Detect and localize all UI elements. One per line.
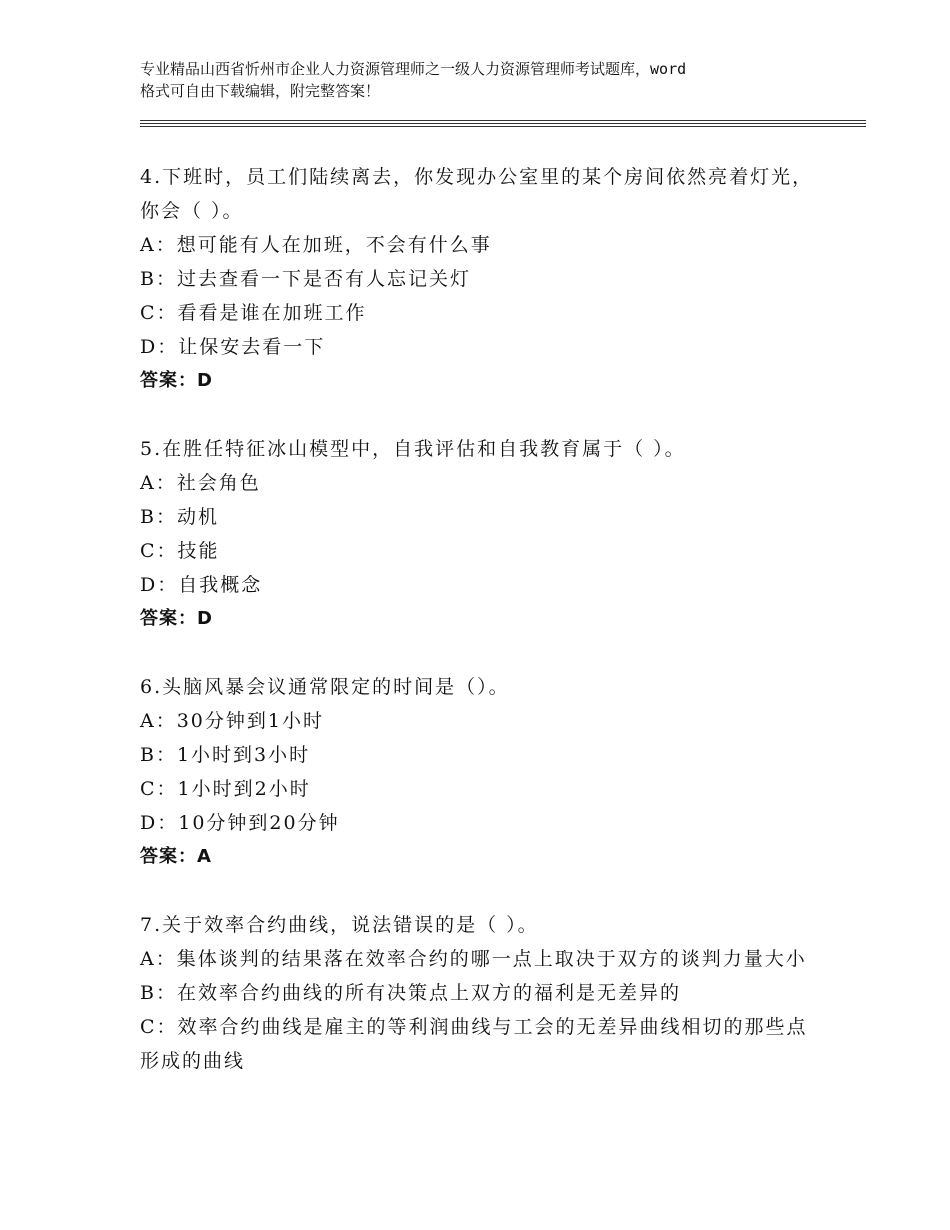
question-stem: 7.关于效率合约曲线，说法错误的是（ ）。 <box>140 914 539 936</box>
option-d: D：自我概念 <box>140 574 263 596</box>
answer-label: 答案：D <box>140 370 213 391</box>
header-divider-middle <box>140 123 866 124</box>
question-4 <box>140 160 820 398</box>
option-c: C：效率合约曲线是雇主的等利润曲线与工会的无差异曲线相切的那些点形成的曲线 <box>140 1016 808 1072</box>
option-c: C：1小时到2小时 <box>140 778 311 800</box>
document-header <box>140 58 840 102</box>
option-b: B：动机 <box>140 506 219 528</box>
header-divider-bottom <box>140 126 866 127</box>
answer-label: 答案：D <box>140 608 213 629</box>
option-c: C：看看是谁在加班工作 <box>140 302 367 324</box>
option-a: A：社会角色 <box>140 472 261 494</box>
header-line-1: 专业精品山西省忻州市企业人力资源管理师之一级人力资源管理师考试题库，word <box>140 60 687 78</box>
option-b: B：1小时到3小时 <box>140 744 311 766</box>
option-b: B：在效率合约曲线的所有决策点上双方的福利是无差异的 <box>140 982 681 1004</box>
option-a: A：集体谈判的结果落在效率合约的哪一点上取决于双方的谈判力量大小 <box>140 948 807 970</box>
option-d: D：10分钟到20分钟 <box>140 812 340 834</box>
option-a: A：30分钟到1小时 <box>140 710 324 732</box>
question-6 <box>140 670 820 874</box>
option-d: D：让保安去看一下 <box>140 336 326 358</box>
question-5 <box>140 432 820 636</box>
header-divider-top <box>140 120 866 121</box>
question-stem: 4.下班时，员工们陆续离去，你发现办公室里的某个房间依然亮着灯光，你会（ ）。 <box>140 166 814 222</box>
option-a: A：想可能有人在加班，不会有什么事 <box>140 234 492 256</box>
question-stem: 6.头脑风暴会议通常限定的时间是（）。 <box>140 676 510 698</box>
question-7 <box>140 908 820 1078</box>
question-list <box>140 160 820 1112</box>
answer-label: 答案：A <box>140 846 212 867</box>
question-stem: 5.在胜任特征冰山模型中，自我评估和自我教育属于（ ）。 <box>140 438 686 460</box>
option-c: C：技能 <box>140 540 220 562</box>
option-b: B：过去查看一下是否有人忘记关灯 <box>140 268 471 290</box>
header-line-2: 格式可自由下载编辑，附完整答案！ <box>140 82 381 100</box>
